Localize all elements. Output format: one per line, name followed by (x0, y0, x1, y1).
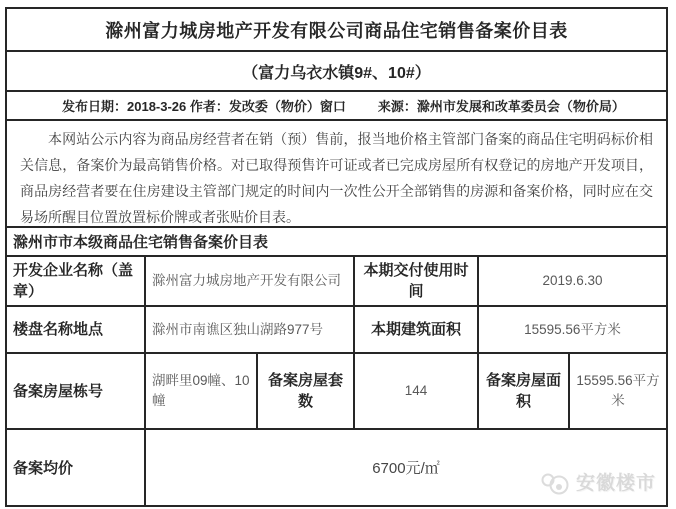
table-section-row (7, 228, 666, 256)
delivery-time-value: 2019.6.30 (478, 256, 666, 306)
delivery-time-label: 本期交付使用时间 (354, 256, 478, 306)
build-area-value: 15595.56平方米 (478, 306, 666, 353)
watermark (539, 471, 656, 497)
table-row-location (7, 306, 666, 353)
building-no-value: 湖畔里09幢、10幢 (145, 353, 257, 429)
watermark-text: 安徽楼市 (575, 473, 656, 494)
build-area-label: 本期建筑面积 (354, 306, 478, 353)
record-area-label: 备案房屋面积 (478, 353, 569, 429)
record-area-value: 15595.56平方米 (569, 353, 666, 429)
document-title: 滁州富力城房地产开发有限公司商品住宅销售备案价目表 (7, 9, 666, 52)
location-value: 滁州市南谯区独山湖路977号 (145, 306, 354, 353)
table-row-developer (7, 256, 666, 306)
table-row-building (7, 353, 666, 429)
building-no-label: 备案房屋栋号 (7, 353, 145, 429)
developer-value: 滁州富力城房地产开发有限公司 (145, 256, 354, 306)
units-value: 144 (354, 353, 478, 429)
avg-price-cell (145, 429, 666, 507)
table-section-title: 滁州市市本级商品住宅销售备案价目表 (7, 228, 666, 256)
developer-label: 开发企业名称（盖章） (7, 256, 145, 306)
price-record-document (5, 7, 668, 507)
source-info: 来源：滁州市发展和改革委员会（物价局） (377, 99, 625, 114)
table-row-avg-price (7, 429, 666, 507)
avg-price-label: 备案均价 (7, 429, 145, 507)
location-label: 楼盘名称地点 (7, 306, 145, 353)
avg-price-value: 6700元/㎡ (372, 459, 440, 477)
record-table (7, 228, 666, 507)
anhui-loushi-logo-icon (539, 471, 571, 497)
document-subtitle: （富力乌衣水镇9#、10#） (7, 52, 666, 92)
units-label: 备案房屋套数 (257, 353, 354, 429)
publish-author-info: 发布日期：2018-3-26 作者：发改委（物价）窗口 (62, 99, 346, 114)
notice-paragraph: 本网站公示内容为商品房经营者在销（预）售前，报当地价格主管部门备案的商品住宅明码标价相关信息，备案价为最高销售价格。对已取得预售许可证或者已完成房屋所有权登记的房地产开发项目，商品房经营者要在住房建设主管部门规定的时间内一次性公开全部销售的房源和备案价格，同时应在交易场所醒目位置放置标价牌或者张贴价目表。 (7, 121, 666, 228)
meta-row (7, 92, 666, 121)
